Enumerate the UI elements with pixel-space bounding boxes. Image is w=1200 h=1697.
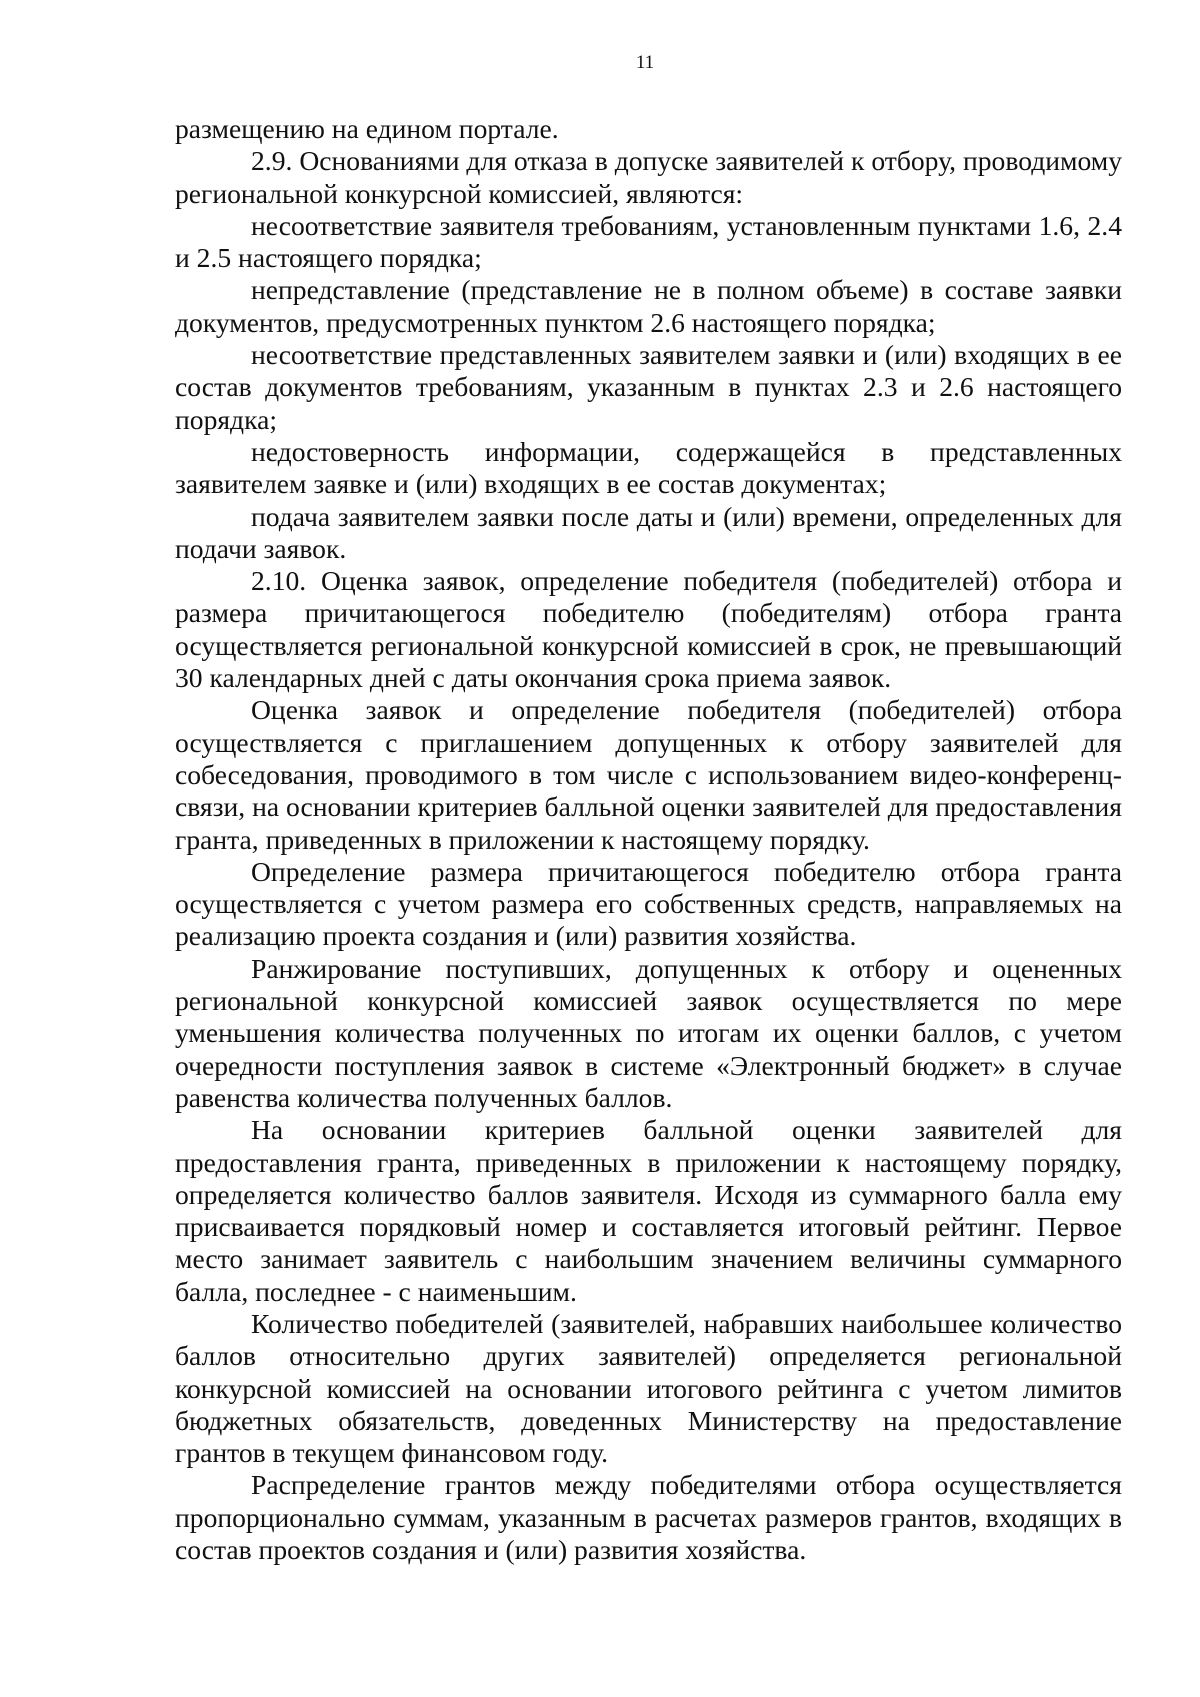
paragraph-continuation: размещению на едином портале.: [175, 113, 559, 144]
paragraph-ranking: Ранжирование поступивших, допущенных к отбору и оцененных региональной конкурсной комиссией заявок осуществляется по мере уменьшения количества полученных по итогам их оценки баллов, с учетом очередности поступления заявок в системе «Электронный бюджет» в случае равенства количества полученных баллов.: [175, 952, 1122, 1113]
paragraph-evaluation: Оценка заявок и определение победителя (победителей) отбора осуществляется с приглашением допущенных к отбору заявителей для собеседования, проводимого в том числе с использованием видео-конференц-связи, на основании критериев балльной оценки заявителей для предоставления гранта, приведенных в приложении к настоящему порядку.: [175, 694, 1122, 855]
paragraph-winners-count: Количество победителей (заявителей, набравших наибольшее количество баллов относительно других заявителей) определяется региональной конкурсной комиссией на основании итогового рейтинга с учетом лимитов бюджетных обязательств, доведенных Министерству на предоставление грантов в текущем финансовом году.: [175, 1307, 1122, 1469]
paragraph-scoring: На основании критериев балльной оценки заявителей для предоставления гранта, приведенных в приложении к настоящему порядку, определяется количество баллов заявителя. Исходя из суммарного балла ему присваивается порядковый номер и составляется итоговый рейтинг. Первое место занимает заявитель с наибольшим значением величины суммарного балла, последнее - с наименьшим.: [175, 1114, 1122, 1307]
list-item-documents-missing: непредставление (представление не в полном объеме) в составе заявки документов, предусмотренных пунктом 2.6 настоящего порядка;: [175, 274, 1122, 338]
paragraph-2-9-intro: 2.9. Основаниями для отказа в допуске заявителей к отбору, проводимому региональной конкурсной комиссией, являются:: [175, 145, 1122, 209]
list-item-late-submission: подача заявителем заявки после даты и (или) времени, определенных для подачи заявок.: [175, 500, 1122, 564]
paragraph-2-10: 2.10. Оценка заявок, определение победителя (победителей) отбора и размера причитающегося победителю (победителям) отбора гранта осуществляется региональной конкурсной комиссией в срок, не превышающий 30 календарных дней с даты окончания срока приема заявок.: [175, 565, 1122, 694]
list-item-requirements-mismatch: несоответствие заявителя требованиям, установленным пунктами 1.6, 2.4 и 2.5 настоящего порядка;: [175, 209, 1122, 274]
paragraph-grant-size: Определение размера причитающегося победителю отбора гранта осуществляется с учетом размера его собственных средств, направляемых на реализацию проекта создания и (или) развития хозяйства.: [175, 855, 1122, 952]
document-body: [175, 113, 1122, 1566]
paragraph-grant-distribution: Распределение грантов между победителями отбора осуществляется пропорционально суммам, указанным в расчетах размеров грантов, входящих в состав проектов создания и (или) развития хозяйства.: [175, 1469, 1122, 1566]
page-number: 11: [635, 52, 655, 73]
list-item-documents-mismatch: несоответствие представленных заявителем заявки и (или) входящих в ее состав документов требованиям, указанным в пунктах 2.3 и 2.6 настоящего порядка;: [175, 339, 1122, 435]
list-item-false-information: недостоверность информации, содержащейся в представленных заявителем заявке и (или) входящих в ее состав документах;: [175, 435, 1122, 500]
